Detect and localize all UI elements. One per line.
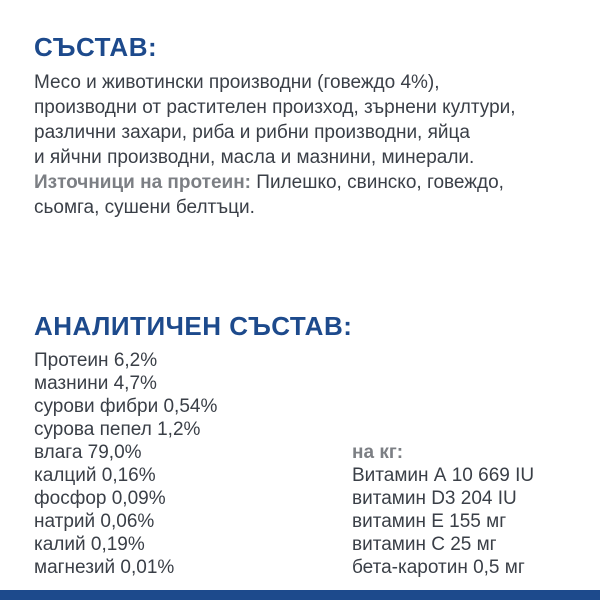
list-item: натрий 0,06%	[34, 511, 155, 532]
composition-line: Месо и животински производни (говеждо 4%),	[34, 72, 440, 93]
list-item: сурова пепел 1,2%	[34, 419, 201, 440]
analytical-heading: АНАЛИТИЧЕН СЪСТАВ:	[34, 311, 353, 341]
list-item: мазнини 4,7%	[34, 373, 157, 394]
list-item: калий 0,19%	[34, 534, 145, 555]
composition-heading: СЪСТАВ:	[34, 32, 158, 62]
vitamins-block	[352, 441, 534, 579]
list-item: Витамин А 10 669 IU	[352, 465, 535, 486]
list-item: витамин D3 204 IU	[352, 488, 517, 509]
bottom-bar	[0, 590, 600, 600]
composition-line: производни от растителен произход, зърнени култури,	[34, 97, 516, 118]
protein-sources-line-2: сьомга, сушени белтъци.	[34, 197, 255, 218]
list-item: витамин Е 155 мг	[352, 511, 507, 532]
list-item: магнезий 0,01%	[34, 557, 175, 578]
protein-sources-text: Пилешко, свинско, говеждо,	[251, 172, 504, 193]
list-item: фосфор 0,09%	[34, 488, 166, 509]
list-item: влага 79,0%	[34, 442, 142, 463]
list-item: витамин С 25 мг	[352, 534, 497, 555]
list-item: бета-каротин 0,5 мг	[352, 557, 525, 578]
composition-line: и яйчни производни, масла и мазнини, минерали.	[34, 147, 475, 168]
per-kg-label: на кг:	[352, 442, 404, 463]
composition-text	[34, 70, 594, 220]
analytical-list	[34, 349, 217, 579]
protein-sources-label: Източници на протеин:	[34, 172, 252, 193]
protein-sources-line	[34, 170, 594, 195]
list-item: калций 0,16%	[34, 465, 156, 486]
vitamins-list	[352, 464, 534, 579]
list-item: Протеин 6,2%	[34, 350, 158, 371]
composition-line: различни захари, риба и рибни производни, яйца	[34, 122, 470, 143]
list-item: сурови фибри 0,54%	[34, 396, 218, 417]
